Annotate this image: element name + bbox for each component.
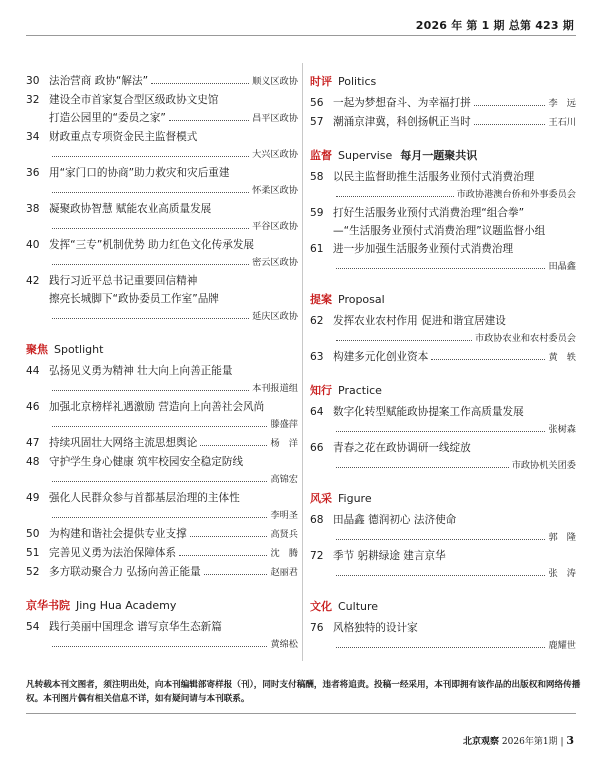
entry-author: 郭 隆: [548, 532, 576, 543]
section-name: 监督: [310, 149, 332, 162]
entry-line: [49, 200, 298, 218]
footer-issue: 2026年第1期: [501, 737, 558, 747]
entry-title: 发挥农业农村作用 促进和谐宜居建设: [333, 315, 506, 327]
page-ref: 54: [26, 621, 40, 633]
section-name: 聚焦: [26, 343, 48, 356]
section-name-en: Practice: [338, 383, 382, 397]
toc-entry[interactable]: [26, 453, 298, 489]
entry-title: 擦亮长城脚下“政协委员工作室”品牌: [49, 293, 219, 305]
entry-author-line: [333, 186, 576, 204]
toc-entry[interactable]: [26, 72, 298, 91]
entry-author: 杨 洋: [270, 438, 298, 449]
toc-entry[interactable]: [310, 204, 576, 240]
magazine-name: 北京观察: [463, 737, 500, 747]
entry-line: [333, 113, 576, 132]
toc-entry[interactable]: [310, 348, 576, 367]
toc-entry[interactable]: [26, 362, 298, 398]
section-heading: [310, 290, 576, 308]
section-name: 风采: [310, 492, 332, 505]
toc-entry[interactable]: [310, 439, 576, 475]
entry-author: 黄绵松: [270, 639, 298, 650]
entry-author-line: [49, 416, 298, 434]
page-ref: 50: [26, 528, 40, 540]
entry-author-line: [333, 565, 576, 583]
entry-title: 风格独特的设计家: [333, 622, 418, 634]
section-name-en: Proposal: [338, 292, 385, 306]
entry-title: 构建多元化创业资本: [333, 351, 429, 363]
entry-line: [49, 164, 298, 182]
entry-title: 法治营商 政协“解法”: [49, 75, 149, 87]
leader-dots: [204, 574, 268, 575]
toc-entry[interactable]: [26, 489, 298, 525]
section-name: 提案: [310, 293, 332, 306]
entry-author: 黄 轶: [548, 352, 576, 363]
entry-author-line: [333, 637, 576, 655]
page-ref: 34: [26, 131, 40, 143]
entry-author-line: [333, 457, 576, 475]
entry-author: 密云区政协: [252, 257, 298, 268]
entry-author-line: [49, 636, 298, 654]
page-ref: 32: [26, 94, 40, 106]
entry-title: 建设全市首家复合型区级政协文史馆: [49, 94, 219, 106]
entry-line: [333, 348, 576, 367]
entry-line: [49, 398, 298, 416]
leader-dots: [474, 124, 546, 125]
entry-title: 一起为梦想奋斗、为幸福打拼: [333, 97, 471, 109]
entry-author-line: [333, 330, 576, 348]
page-ref: 61: [310, 243, 324, 255]
toc-entry[interactable]: [26, 91, 298, 128]
toc-entry[interactable]: [26, 563, 298, 582]
entry-title: 打好生活服务业预付式消费治理“组合拳”: [333, 207, 525, 219]
entry-author-line: [49, 380, 298, 398]
entry-title: 潮涌京津冀，科创扬帆正当时: [333, 116, 471, 128]
entry-line: [49, 91, 298, 109]
entry-title: 强化人民群众参与首都基层治理的主体性: [49, 492, 240, 504]
page-ref: 42: [26, 275, 40, 287]
leader-dots: [52, 318, 249, 319]
entry-title: 季节 躬耕绿途 建言京华: [333, 550, 446, 562]
entry-line: [49, 362, 298, 380]
entry-line: [49, 618, 298, 636]
entry-author: 赵丽君: [270, 567, 298, 578]
page-ref: 63: [310, 351, 324, 363]
bottom-divider: [26, 713, 576, 714]
entry-author-line: [49, 182, 298, 200]
top-divider: [26, 35, 576, 36]
toc-entry[interactable]: [310, 240, 576, 276]
leader-dots: [336, 431, 545, 432]
page-ref: 46: [26, 401, 40, 413]
page-ref: 68: [310, 514, 324, 526]
entry-author: 张树森: [548, 424, 576, 435]
entry-author-line: [49, 507, 298, 525]
leader-dots: [52, 390, 249, 391]
leader-dots: [336, 268, 545, 269]
leader-dots: [336, 647, 545, 648]
toc-entry[interactable]: [310, 94, 576, 113]
entry-author: 大兴区政协: [252, 149, 298, 160]
entry-author-line: [49, 471, 298, 489]
entry-author: 高锦宏: [270, 474, 298, 485]
entry-title: 多方联动聚合力 弘扬向善正能量: [49, 566, 201, 578]
entry-line: [49, 128, 298, 146]
entry-title: 田晶鑫 德润初心 法济使命: [333, 514, 457, 526]
entry-title: 财政重点专项资金民主监督模式: [49, 131, 198, 143]
leader-dots: [52, 646, 267, 647]
entry-author: 昌平区政协: [252, 113, 298, 124]
entry-author-line: [333, 529, 576, 547]
section-name: 时评: [310, 75, 332, 88]
leader-dots: [52, 192, 249, 193]
entry-author: 本刊报道组: [252, 383, 298, 394]
section-name-en: Figure: [338, 491, 372, 505]
issue-number: 2026 年 第 1 期 总第 423 期: [415, 19, 574, 32]
toc-entry[interactable]: [26, 272, 298, 326]
page-ref: 48: [26, 456, 40, 468]
leader-dots: [336, 575, 545, 576]
page-ref: 44: [26, 365, 40, 377]
entry-line: [49, 290, 298, 308]
entry-author: 市政协港澳台侨和外事委员会: [456, 189, 576, 200]
section-heading: [310, 489, 576, 507]
entry-line: [49, 453, 298, 471]
right-column: [310, 72, 576, 655]
page-footer: 北京观察 2026年第1期 | 3: [463, 734, 574, 747]
section-name: 知行: [310, 384, 332, 397]
page-ref: 49: [26, 492, 40, 504]
toc-entry[interactable]: [310, 619, 576, 655]
leader-dots: [169, 120, 249, 121]
entry-author: 市政协农业和农村委员会: [474, 333, 576, 344]
entry-author: 田晶鑫: [548, 261, 576, 272]
entry-line: [49, 544, 298, 563]
entry-title: 进一步加强生活服务业预付式消费治理: [333, 243, 514, 255]
entry-line: [333, 547, 576, 565]
entry-title: 践行习近平总书记重要回信精神: [49, 275, 198, 287]
toc-entry[interactable]: [26, 164, 298, 200]
section-name-en: Spotlight: [54, 342, 104, 356]
section-subtitle: 每月一题聚共识: [400, 149, 478, 162]
leader-dots: [52, 156, 249, 157]
entry-line: [333, 240, 576, 258]
entry-author: 李 远: [548, 98, 576, 109]
section-name-en: Jing Hua Academy: [76, 598, 177, 612]
leader-dots: [52, 228, 249, 229]
toc-entry[interactable]: [26, 398, 298, 434]
section-heading: [26, 596, 298, 614]
page-ref: 62: [310, 315, 324, 327]
page-ref: 38: [26, 203, 40, 215]
entry-line: [49, 72, 298, 91]
leader-dots: [336, 467, 509, 468]
entry-line: [333, 222, 576, 240]
entry-line: [333, 168, 576, 186]
leader-dots: [336, 539, 545, 540]
entry-author-line: [49, 254, 298, 272]
page-ref: 76: [310, 622, 324, 634]
page-ref: 64: [310, 406, 324, 418]
column-divider: [302, 63, 303, 661]
page-ref: 72: [310, 550, 324, 562]
section-heading: [310, 381, 576, 399]
page-ref: 58: [310, 171, 324, 183]
entry-title: 持续巩固壮大网络主流思想舆论: [49, 437, 198, 449]
leader-dots: [52, 517, 267, 518]
entry-author: 王石川: [548, 117, 576, 128]
entry-author: 张 涛: [548, 568, 576, 579]
toc-entry[interactable]: [26, 128, 298, 164]
leader-dots: [336, 196, 454, 197]
entry-title: 完善见义勇为法治保障体系: [49, 547, 177, 559]
leader-dots: [336, 340, 472, 341]
entry-line: [49, 525, 298, 544]
entry-title: 青春之花在政协调研一线绽放: [333, 442, 471, 454]
entry-title: 以民主监督助推生活服务业预付式消费治理: [333, 171, 535, 183]
section-name-en: Politics: [338, 74, 377, 88]
entry-line: [49, 109, 298, 128]
section-name-en: Culture: [338, 599, 379, 613]
leader-dots: [52, 264, 249, 265]
entry-author: 平谷区政协: [252, 221, 298, 232]
entry-line: [49, 489, 298, 507]
entry-author-line: [333, 258, 576, 276]
entry-line: [333, 204, 576, 222]
entry-author: 市政协机关团委: [511, 460, 576, 471]
entry-title: 守护学生身心健康 筑牢校园安全稳定防线: [49, 456, 244, 468]
leader-dots: [190, 536, 268, 537]
page-number: 3: [566, 734, 574, 747]
entry-author-line: [49, 218, 298, 236]
entry-line: [49, 434, 298, 453]
page-ref: 47: [26, 437, 40, 449]
toc-entry[interactable]: [26, 200, 298, 236]
toc-entry[interactable]: [26, 434, 298, 453]
page-ref: 51: [26, 547, 40, 559]
page-ref: 57: [310, 116, 324, 128]
entry-title: 数字化转型赋能政协提案工作高质量发展: [333, 406, 524, 418]
section-name: 京华书院: [26, 599, 70, 612]
leader-dots: [52, 426, 267, 427]
section-heading: [310, 146, 576, 164]
toc-entry[interactable]: [310, 168, 576, 204]
section-name-en: Supervise: [338, 148, 393, 162]
page-ref: 30: [26, 75, 40, 87]
section-heading: [310, 72, 576, 90]
entry-line: [333, 511, 576, 529]
toc-entry[interactable]: [26, 544, 298, 563]
entry-line: [333, 439, 576, 457]
leader-dots: [474, 105, 546, 106]
copyright-note: 凡转载本刊文图者，须注明出处，向本刊编辑部寄样报（刊），同时支付稿酬，违者将追责。投稿一经采用，本刊即拥有该作品的出版权和网络传播权。本刊图片偶有相关信息不详，如有疑问请与本刊联系。: [26, 680, 581, 704]
page-ref: 56: [310, 97, 324, 109]
entry-line: [333, 619, 576, 637]
entry-author: 鹿耀世: [548, 640, 576, 651]
toc-entry[interactable]: [26, 525, 298, 544]
entry-author: 顺义区政协: [252, 76, 298, 87]
entry-title: 发挥“三专”机制优势 助力红色文化传承发展: [49, 239, 255, 251]
entry-author: 怀柔区政协: [252, 185, 298, 196]
toc-entry[interactable]: [310, 312, 576, 348]
entry-title: 为构建和谐社会提供专业支撑: [49, 528, 187, 540]
entry-author: 滕盛萍: [270, 419, 298, 430]
toc-entry[interactable]: [310, 547, 576, 583]
entry-title: 打造公园里的“委员之家”: [49, 112, 166, 124]
toc-entry[interactable]: [26, 618, 298, 654]
entry-author-line: [49, 308, 298, 326]
leader-dots: [52, 481, 267, 482]
leader-dots: [200, 445, 267, 446]
entry-line: [49, 236, 298, 254]
entry-title: 凝聚政协智慧 赋能农业高质量发展: [49, 203, 212, 215]
leader-dots: [151, 83, 249, 84]
section-name: 文化: [310, 600, 332, 613]
toc-entry[interactable]: [310, 403, 576, 439]
page-ref: 36: [26, 167, 40, 179]
entry-author: 高贤兵: [270, 529, 298, 540]
toc-entry[interactable]: [310, 113, 576, 132]
leader-dots: [179, 555, 267, 556]
page-ref: 52: [26, 566, 40, 578]
entry-line: [49, 563, 298, 582]
entry-title: 加强北京榜样礼遇激励 营造向上向善社会风尚: [49, 401, 265, 413]
entry-title: —“生活服务业预付式消费治理”议题监督小组: [333, 225, 546, 237]
entry-title: 弘扬见义勇为精神 壮大向上向善正能量: [49, 365, 233, 377]
entry-author: 延庆区政协: [252, 311, 298, 322]
entry-line: [333, 94, 576, 113]
toc-entry[interactable]: [310, 511, 576, 547]
entry-title: 用“家门口的协商”助力救灾和灾后重建: [49, 167, 230, 179]
entry-line: [333, 403, 576, 421]
entry-author: 沈 腾: [270, 548, 298, 559]
toc-entry[interactable]: [26, 236, 298, 272]
entry-author-line: [333, 421, 576, 439]
entry-author-line: [49, 146, 298, 164]
entry-line: [333, 312, 576, 330]
entry-line: [49, 272, 298, 290]
entry-author: 李明圣: [270, 510, 298, 521]
entry-title: 践行美丽中国理念 谱写京华生态新篇: [49, 621, 222, 633]
page-ref: 59: [310, 207, 324, 219]
leader-dots: [431, 359, 545, 360]
section-heading: [310, 597, 576, 615]
page-ref: 40: [26, 239, 40, 251]
page-ref: 66: [310, 442, 324, 454]
section-heading: [26, 340, 298, 358]
left-column: [26, 72, 298, 654]
